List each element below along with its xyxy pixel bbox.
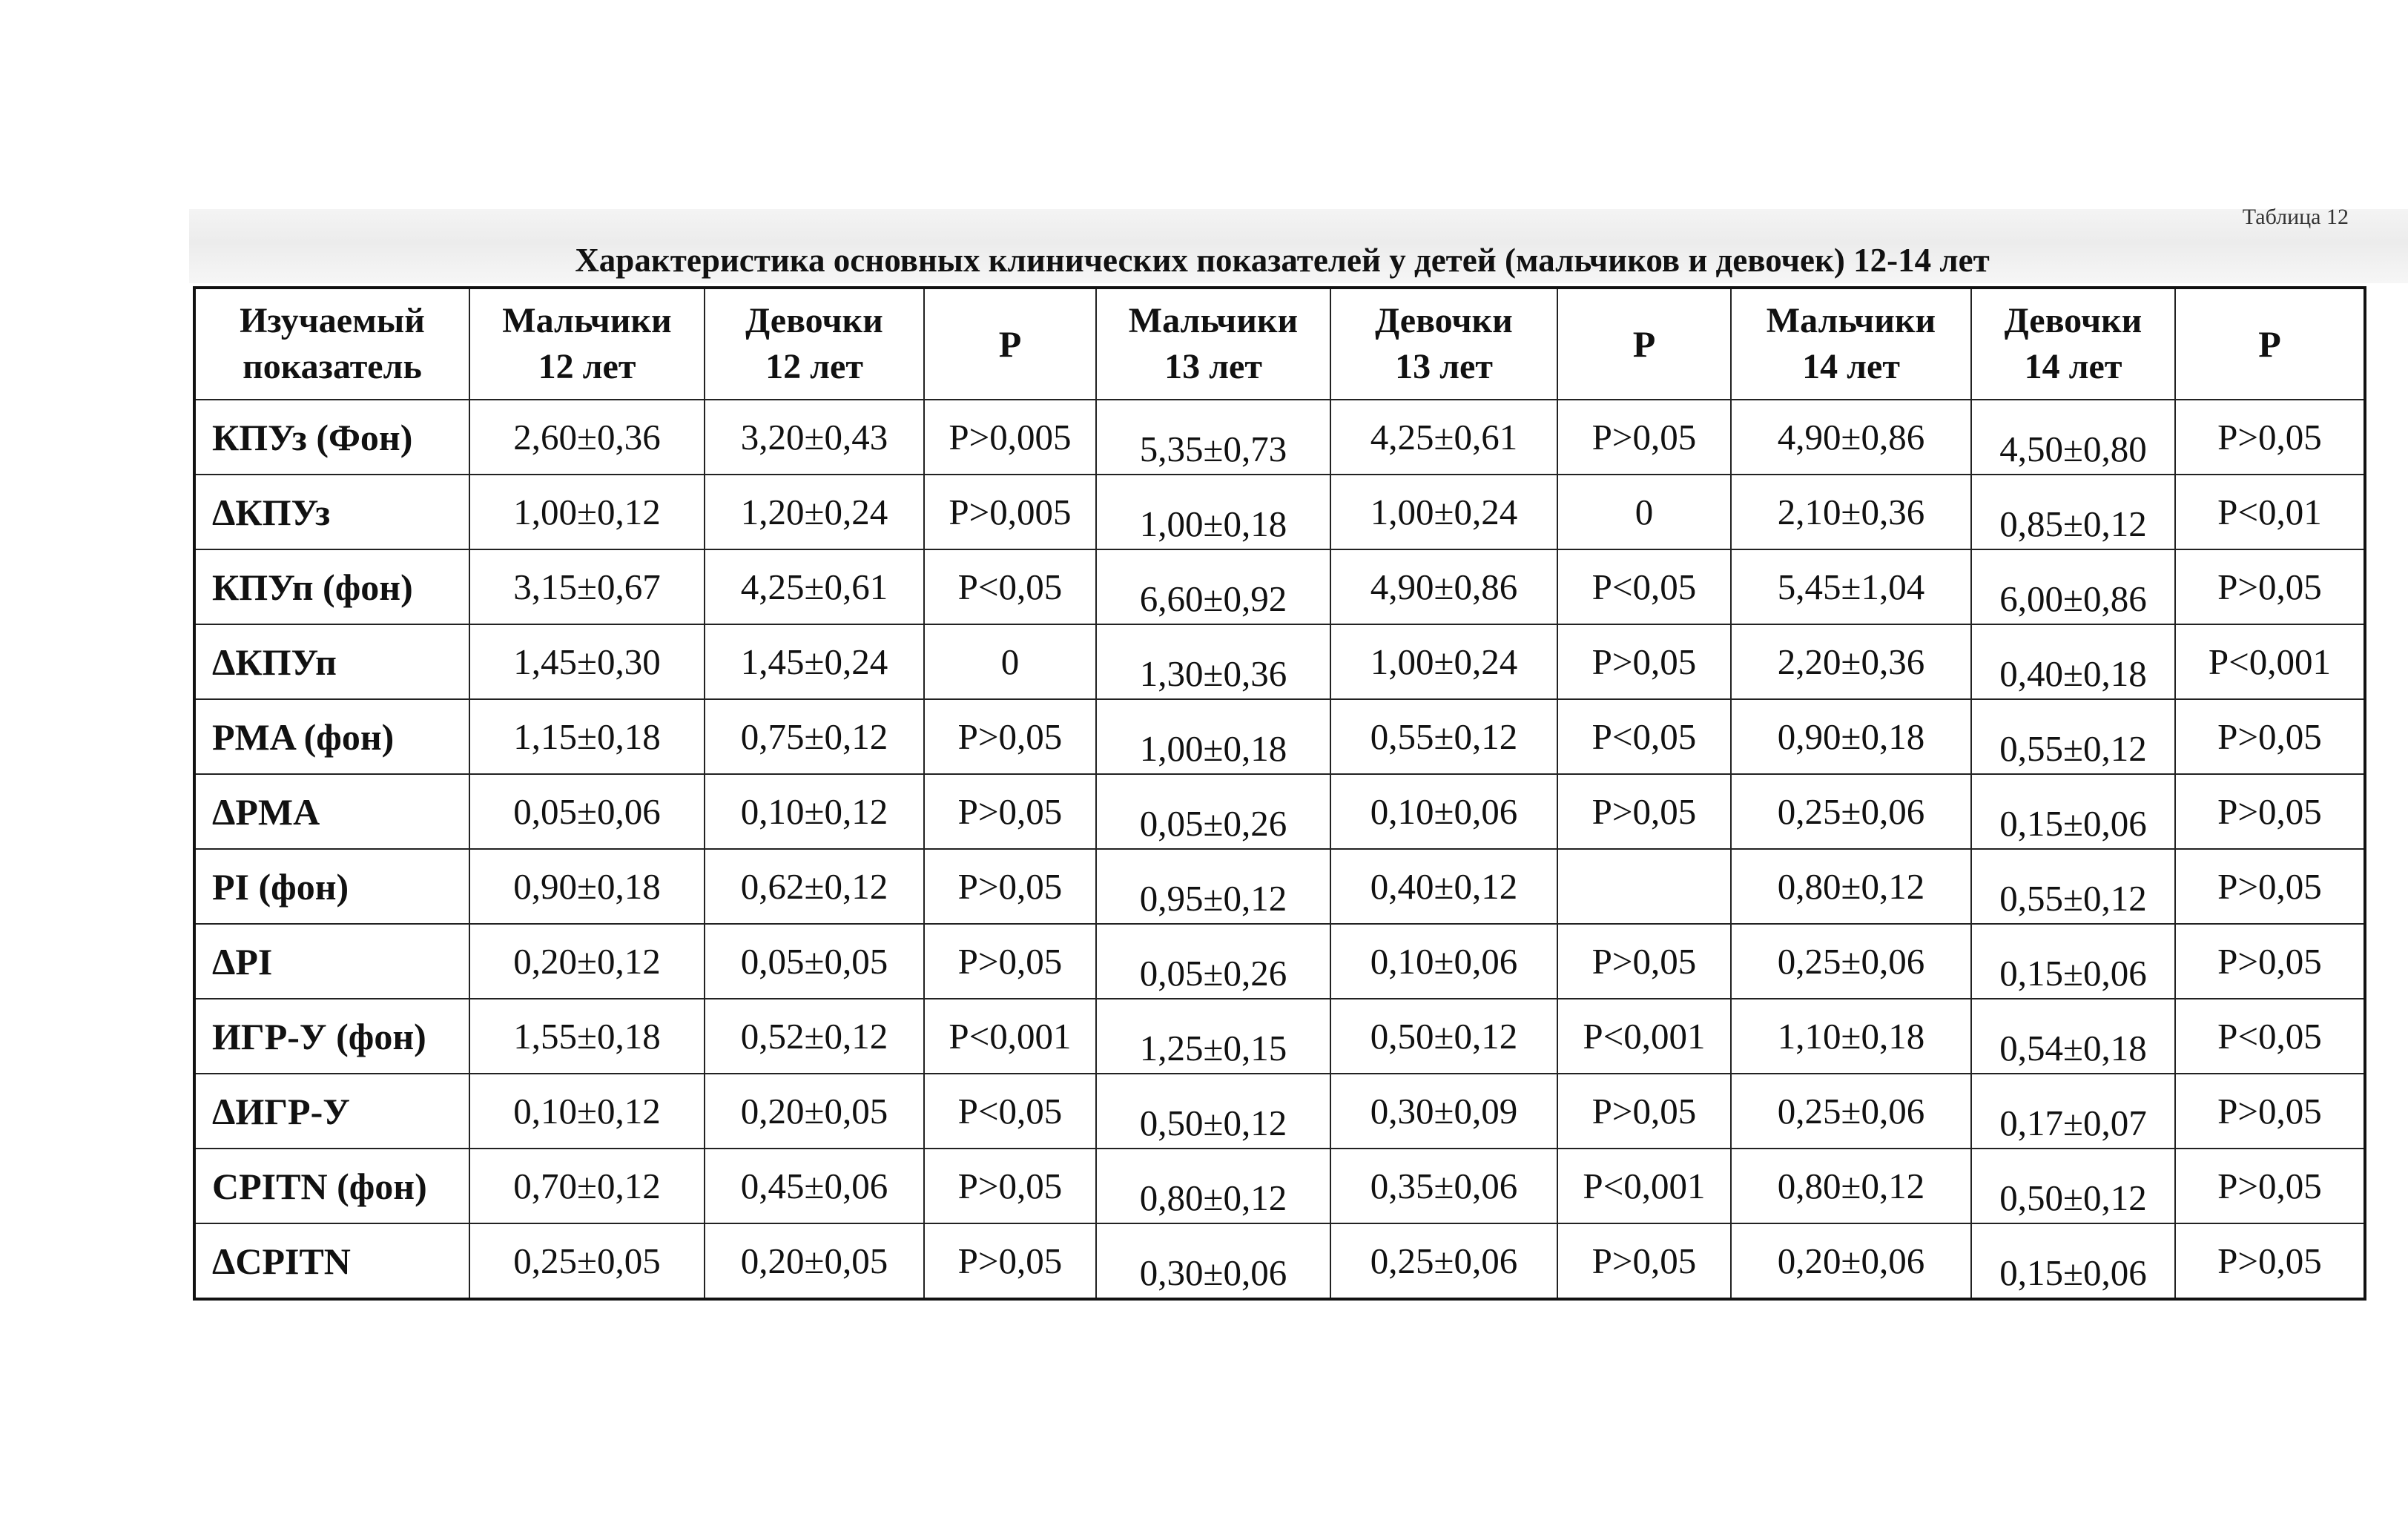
cell-value: 0,20±0,06 (1777, 1240, 1925, 1281)
header-girls-14 (1971, 288, 2175, 400)
cell-value: P>0,005 (949, 492, 1072, 532)
header-line: 12 лет (765, 347, 863, 386)
cell-value: 0,30±0,09 (1370, 1091, 1518, 1131)
cell-girls-14 (1971, 549, 2175, 624)
cell-boys-14 (1731, 1223, 1971, 1299)
cell-value: 0,45±0,06 (740, 1166, 888, 1206)
cell-girls-14 (1971, 924, 2175, 999)
cell-p-13 (1557, 849, 1731, 924)
cell-value: 5,35±0,73 (1139, 429, 1287, 469)
cell-value: 0,20±0,05 (740, 1091, 888, 1131)
cell-value: 0,05±0,06 (513, 791, 661, 832)
table-row (194, 1223, 2365, 1299)
cell-p-13 (1557, 475, 1731, 549)
cell-value: 0,25±0,06 (1777, 791, 1925, 832)
cell-boys-12 (469, 699, 705, 774)
header-line: 14 лет (1802, 347, 1900, 386)
header-line: 13 лет (1164, 347, 1262, 386)
cell-value: 0,62±0,12 (740, 866, 888, 907)
cell-value: 4,50±0,80 (1999, 429, 2147, 469)
table-row (194, 624, 2365, 699)
cell-girls-14 (1971, 774, 2175, 849)
cell-value: 0,90±0,18 (513, 866, 661, 907)
cell-boys-13 (1096, 1149, 1330, 1223)
header-boys-14 (1731, 288, 1971, 400)
cell-p-14 (2175, 400, 2365, 475)
table-number-label: Таблица 12 (2242, 205, 2349, 229)
cell-girls-12 (705, 549, 924, 624)
header-line: 14 лет (2024, 347, 2122, 386)
cell-boys-13 (1096, 624, 1330, 699)
cell-value: 0,05±0,05 (740, 941, 888, 982)
cell-value: P>0,05 (957, 866, 1063, 907)
cell-value: P>0,05 (2217, 1091, 2322, 1131)
cell-girls-13 (1330, 1149, 1557, 1223)
cell-boys-12 (469, 1149, 705, 1223)
row-label: ΔКПУз (194, 475, 469, 549)
cell-girls-12 (705, 924, 924, 999)
cell-boys-13 (1096, 549, 1330, 624)
cell-girls-14 (1971, 400, 2175, 475)
cell-p-12 (924, 549, 1096, 624)
cell-value: 1,45±0,30 (513, 641, 661, 682)
header-p-14: P (2175, 288, 2365, 400)
table-row (194, 475, 2365, 549)
cell-p-14 (2175, 1074, 2365, 1149)
cell-value: P<0,05 (957, 566, 1063, 607)
cell-p-14 (2175, 475, 2365, 549)
header-girls-13 (1330, 288, 1557, 400)
table-row (194, 999, 2365, 1074)
row-label: PI (фон) (194, 849, 469, 924)
cell-value: P>0,05 (2217, 1240, 2322, 1281)
row-label: CPITN (фон) (194, 1149, 469, 1223)
cell-value: P<0,05 (1591, 566, 1697, 607)
cell-value: P>0,05 (1591, 1091, 1697, 1131)
cell-p-13 (1557, 699, 1731, 774)
cell-boys-13 (1096, 400, 1330, 475)
cell-value: 0,05±0,26 (1139, 803, 1287, 844)
cell-value: 1,45±0,24 (740, 641, 888, 682)
cell-boys-14 (1731, 624, 1971, 699)
cell-value: 0,50±0,12 (1370, 1016, 1518, 1057)
cell-girls-12 (705, 999, 924, 1074)
cell-p-13 (1557, 1223, 1731, 1299)
cell-boys-12 (469, 1223, 705, 1299)
cell-value: P>0,05 (1591, 641, 1697, 682)
cell-value: 3,20±0,43 (740, 417, 888, 457)
cell-value: 1,15±0,18 (513, 716, 661, 757)
cell-girls-13 (1330, 1074, 1557, 1149)
cell-boys-14 (1731, 549, 1971, 624)
cell-girls-12 (705, 699, 924, 774)
cell-p-14 (2175, 999, 2365, 1074)
cell-value: 2,10±0,36 (1777, 492, 1925, 532)
cell-p-12 (924, 1223, 1096, 1299)
cell-value: 1,00±0,18 (1139, 728, 1287, 769)
cell-boys-13 (1096, 1223, 1330, 1299)
cell-boys-13 (1096, 924, 1330, 999)
cell-value: P>0,005 (949, 417, 1072, 457)
row-label: ΔCPITN (194, 1223, 469, 1299)
cell-girls-12 (705, 400, 924, 475)
cell-value: 0,80±0,12 (1139, 1177, 1287, 1218)
header-line: показатель (243, 347, 422, 386)
cell-girls-13 (1330, 774, 1557, 849)
cell-boys-12 (469, 400, 705, 475)
cell-value: 1,00±0,18 (1139, 503, 1287, 544)
row-label: ИГР-У (фон) (194, 999, 469, 1074)
table-row (194, 1149, 2365, 1223)
cell-girls-13 (1330, 624, 1557, 699)
cell-boys-12 (469, 849, 705, 924)
header-boys-12 (469, 288, 705, 400)
cell-value: 1,20±0,24 (740, 492, 888, 532)
cell-value: P<0,001 (1583, 1016, 1706, 1057)
cell-value: 0,75±0,12 (740, 716, 888, 757)
cell-boys-12 (469, 924, 705, 999)
cell-girls-14 (1971, 624, 2175, 699)
cell-boys-12 (469, 774, 705, 849)
cell-girls-14 (1971, 475, 2175, 549)
header-line: Изучаемый (240, 301, 425, 340)
cell-value: 0,90±0,18 (1777, 716, 1925, 757)
cell-value: 0,55±0,12 (1999, 728, 2147, 769)
cell-value: P>0,05 (2217, 791, 2322, 832)
cell-value: P<0,001 (949, 1016, 1072, 1057)
cell-value: 3,15±0,67 (513, 566, 661, 607)
header-line: Девочки (745, 301, 883, 340)
cell-boys-13 (1096, 699, 1330, 774)
cell-girls-14 (1971, 1149, 2175, 1223)
cell-boys-12 (469, 624, 705, 699)
cell-value: P>0,05 (2217, 566, 2322, 607)
cell-girls-13 (1330, 699, 1557, 774)
cell-value: 0 (1635, 492, 1654, 532)
cell-value: 0 (1000, 641, 1020, 682)
row-label: ΔИГР-У (194, 1074, 469, 1149)
cell-value: 0,25±0,06 (1370, 1240, 1518, 1281)
cell-value: 0,10±0,06 (1370, 791, 1518, 832)
table-row (194, 774, 2365, 849)
cell-value: 0,20±0,05 (740, 1240, 888, 1281)
cell-girls-12 (705, 1149, 924, 1223)
cell-value: 1,10±0,18 (1777, 1016, 1925, 1057)
cell-value: 4,25±0,61 (1370, 417, 1518, 457)
cell-boys-13 (1096, 774, 1330, 849)
cell-boys-14 (1731, 1074, 1971, 1149)
header-indicator (194, 288, 469, 400)
clinical-indicators-table (193, 286, 2366, 1301)
cell-value: 4,90±0,86 (1370, 566, 1518, 607)
cell-girls-12 (705, 624, 924, 699)
cell-value: P>0,05 (957, 1166, 1063, 1206)
cell-value: P>0,05 (1591, 941, 1697, 982)
cell-value: P>0,05 (1591, 417, 1697, 457)
cell-p-13 (1557, 1074, 1731, 1149)
cell-value: P>0,05 (957, 941, 1063, 982)
cell-boys-12 (469, 999, 705, 1074)
cell-value: 0,35±0,06 (1370, 1166, 1518, 1206)
cell-value: 0,55±0,12 (1370, 716, 1518, 757)
cell-value: P<0,05 (957, 1091, 1063, 1131)
cell-p-13 (1557, 400, 1731, 475)
cell-boys-14 (1731, 400, 1971, 475)
cell-p-12 (924, 1074, 1096, 1149)
header-p-13: P (1557, 288, 1731, 400)
cell-girls-12 (705, 774, 924, 849)
cell-value: 1,30±0,36 (1139, 653, 1287, 694)
cell-value: 0,25±0,06 (1777, 1091, 1925, 1131)
cell-p-12 (924, 699, 1096, 774)
cell-value: 0,17±0,07 (1999, 1103, 2147, 1143)
cell-value: P>0,05 (2217, 941, 2322, 982)
cell-girls-12 (705, 475, 924, 549)
table-row (194, 549, 2365, 624)
table-row (194, 924, 2365, 999)
header-boys-13 (1096, 288, 1330, 400)
cell-girls-13 (1330, 400, 1557, 475)
cell-value: 0,25±0,05 (513, 1240, 661, 1281)
cell-value: P<0,001 (2208, 641, 2332, 682)
cell-p-13 (1557, 774, 1731, 849)
cell-boys-13 (1096, 999, 1330, 1074)
cell-value: 0,15±0,06 (1999, 1252, 2147, 1293)
cell-p-12 (924, 999, 1096, 1074)
cell-value: 0,55±0,12 (1999, 878, 2147, 919)
header-line: Мальчики (502, 301, 672, 340)
cell-value: P>0,05 (2217, 1166, 2322, 1206)
row-label: ΔКПУп (194, 624, 469, 699)
cell-value: 1,00±0,24 (1370, 641, 1518, 682)
row-label: КПУз (Фон) (194, 400, 469, 475)
cell-value: 6,60±0,92 (1139, 578, 1287, 619)
cell-value: 0,95±0,12 (1139, 878, 1287, 919)
cell-girls-14 (1971, 1223, 2175, 1299)
cell-value: 0,30±0,06 (1139, 1252, 1287, 1293)
cell-p-14 (2175, 1149, 2365, 1223)
cell-value: P<0,001 (1583, 1166, 1706, 1206)
cell-value: P>0,05 (1591, 1240, 1697, 1281)
cell-boys-13 (1096, 475, 1330, 549)
cell-value: 0,85±0,12 (1999, 503, 2147, 544)
header-line: Девочки (1375, 301, 1513, 340)
cell-girls-14 (1971, 1074, 2175, 1149)
cell-boys-14 (1731, 924, 1971, 999)
cell-value: 0,05±0,26 (1139, 953, 1287, 994)
cell-boys-14 (1731, 849, 1971, 924)
row-label: ΔPMA (194, 774, 469, 849)
cell-boys-12 (469, 549, 705, 624)
header-line: 13 лет (1395, 347, 1493, 386)
cell-value: 0,54±0,18 (1999, 1028, 2147, 1068)
cell-value: P>0,05 (957, 716, 1063, 757)
cell-value: 0,15±0,06 (1999, 953, 2147, 994)
cell-p-12 (924, 774, 1096, 849)
cell-boys-14 (1731, 475, 1971, 549)
header-row (194, 288, 2365, 400)
cell-boys-14 (1731, 774, 1971, 849)
cell-value: 0,40±0,18 (1999, 653, 2147, 694)
cell-value: 1,25±0,15 (1139, 1028, 1287, 1068)
cell-value: 2,60±0,36 (513, 417, 661, 457)
cell-girls-13 (1330, 924, 1557, 999)
cell-value: 0,40±0,12 (1370, 866, 1518, 907)
header-p-12: P (924, 288, 1096, 400)
cell-value: P>0,05 (2217, 417, 2322, 457)
cell-value: 0,10±0,06 (1370, 941, 1518, 982)
cell-boys-14 (1731, 699, 1971, 774)
table-row (194, 849, 2365, 924)
cell-girls-12 (705, 849, 924, 924)
cell-value: P<0,05 (1591, 716, 1697, 757)
cell-value: 4,90±0,86 (1777, 417, 1925, 457)
cell-value: P>0,05 (2217, 866, 2322, 907)
row-label: КПУп (фон) (194, 549, 469, 624)
cell-girls-13 (1330, 1223, 1557, 1299)
header-line: 12 лет (538, 347, 636, 386)
cell-value: 0,25±0,06 (1777, 941, 1925, 982)
cell-p-14 (2175, 849, 2365, 924)
cell-boys-13 (1096, 849, 1330, 924)
cell-value: 1,55±0,18 (513, 1016, 661, 1057)
row-label: PMA (фон) (194, 699, 469, 774)
cell-value: 0,50±0,12 (1139, 1103, 1287, 1143)
cell-value: P>0,05 (957, 1240, 1063, 1281)
cell-value: 0,15±0,06 (1999, 803, 2147, 844)
header-girls-12 (705, 288, 924, 400)
cell-girls-13 (1330, 999, 1557, 1074)
cell-p-14 (2175, 699, 2365, 774)
cell-p-12 (924, 624, 1096, 699)
cell-girls-14 (1971, 999, 2175, 1074)
cell-p-12 (924, 924, 1096, 999)
header-line: Мальчики (1128, 301, 1299, 340)
cell-p-13 (1557, 624, 1731, 699)
cell-p-13 (1557, 1149, 1731, 1223)
cell-boys-12 (469, 1074, 705, 1149)
cell-value: 0,70±0,12 (513, 1166, 661, 1206)
cell-p-13 (1557, 549, 1731, 624)
cell-value: P>0,05 (1591, 791, 1697, 832)
cell-value: 4,25±0,61 (740, 566, 888, 607)
cell-p-12 (924, 400, 1096, 475)
cell-p-14 (2175, 924, 2365, 999)
cell-value: 0,10±0,12 (513, 1091, 661, 1131)
cell-boys-14 (1731, 999, 1971, 1074)
cell-p-14 (2175, 624, 2365, 699)
cell-p-12 (924, 849, 1096, 924)
cell-p-12 (924, 475, 1096, 549)
cell-girls-13 (1330, 849, 1557, 924)
cell-p-14 (2175, 549, 2365, 624)
cell-p-14 (2175, 1223, 2365, 1299)
cell-value: 0,10±0,12 (740, 791, 888, 832)
header-line: Девочки (2004, 301, 2143, 340)
cell-p-14 (2175, 774, 2365, 849)
cell-girls-14 (1971, 699, 2175, 774)
row-label: ΔPI (194, 924, 469, 999)
cell-value: 6,00±0,86 (1999, 578, 2147, 619)
cell-value: 0,80±0,12 (1777, 1166, 1925, 1206)
cell-girls-13 (1330, 549, 1557, 624)
table-row (194, 699, 2365, 774)
cell-value: P>0,05 (957, 791, 1063, 832)
cell-value: 0,50±0,12 (1999, 1177, 2147, 1218)
cell-girls-12 (705, 1223, 924, 1299)
cell-value: 1,00±0,24 (1370, 492, 1518, 532)
cell-value: 0,80±0,12 (1777, 866, 1925, 907)
cell-boys-13 (1096, 1074, 1330, 1149)
table-row (194, 1074, 2365, 1149)
table-title: Характеристика основных клинических показателей у детей (мальчиков и девочек) 12-14 лет (575, 242, 1990, 279)
table-row (194, 400, 2365, 475)
cell-value: 0,52±0,12 (740, 1016, 888, 1057)
cell-boys-14 (1731, 1149, 1971, 1223)
cell-value: 5,45±1,04 (1777, 566, 1925, 607)
cell-value: 2,20±0,36 (1777, 641, 1925, 682)
cell-value: 0,20±0,12 (513, 941, 661, 982)
table-body (194, 400, 2365, 1299)
cell-p-12 (924, 1149, 1096, 1223)
cell-girls-12 (705, 1074, 924, 1149)
cell-boys-12 (469, 475, 705, 549)
cell-p-13 (1557, 999, 1731, 1074)
cell-girls-14 (1971, 849, 2175, 924)
cell-value: P<0,05 (2217, 1016, 2322, 1057)
cell-girls-13 (1330, 475, 1557, 549)
header-line: Мальчики (1766, 301, 1936, 340)
cell-value: P<0,01 (2217, 492, 2322, 532)
cell-p-13 (1557, 924, 1731, 999)
cell-value: P>0,05 (2217, 716, 2322, 757)
cell-value: 1,00±0,12 (513, 492, 661, 532)
